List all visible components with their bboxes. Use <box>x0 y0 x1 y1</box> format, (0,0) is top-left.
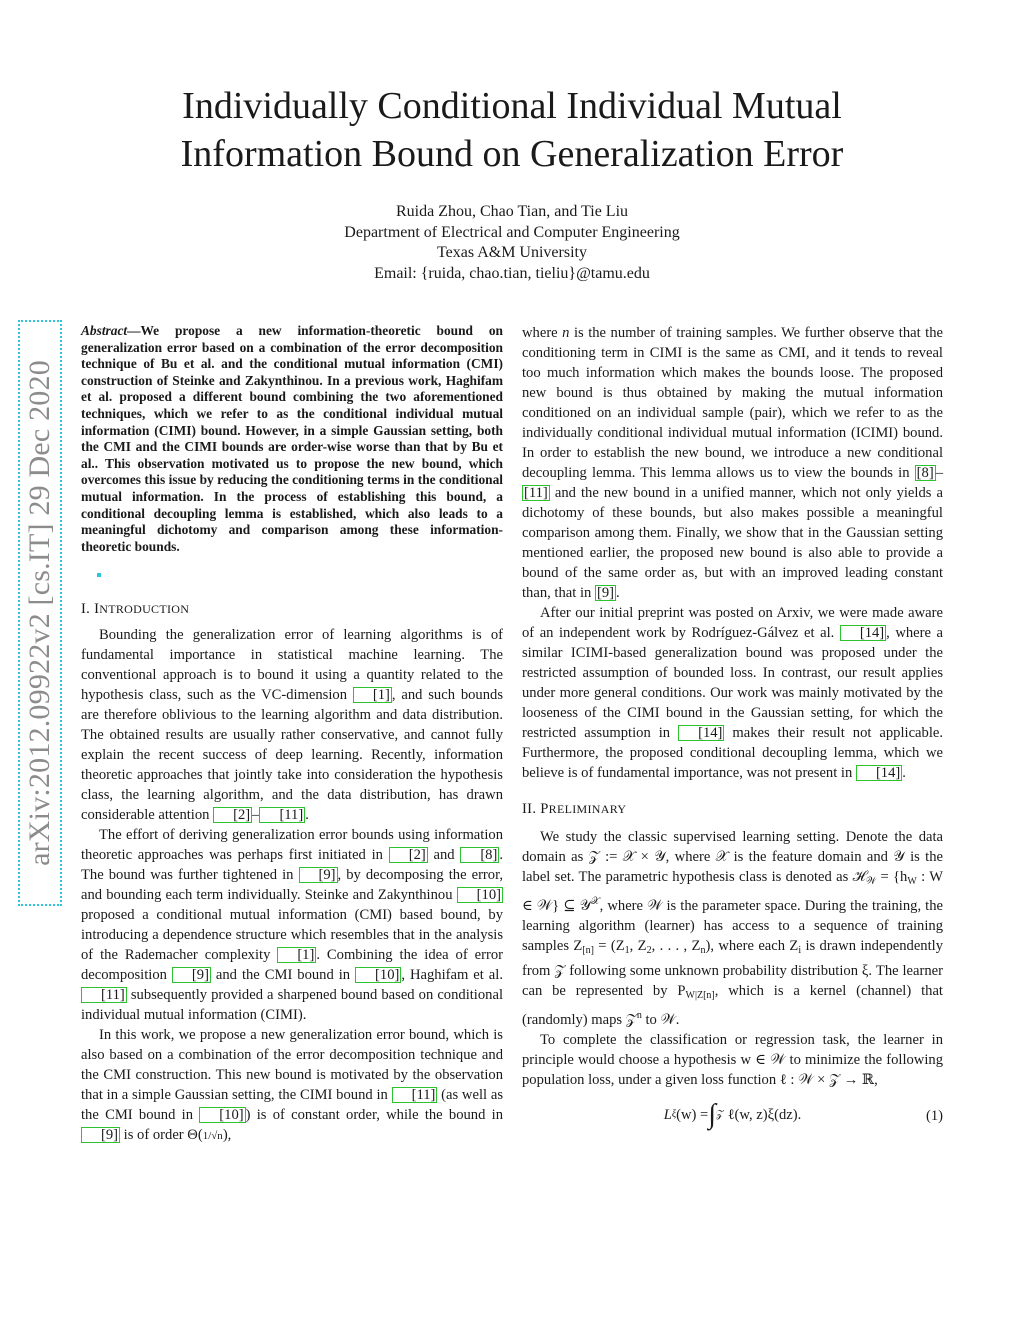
citation-link[interactable]: [1] <box>353 687 392 703</box>
citation-link[interactable]: [2] <box>213 807 252 823</box>
citation-link[interactable]: [11] <box>259 807 305 823</box>
fraction-one-over-sqrt-n: 1/√n <box>202 1130 223 1143</box>
bullet-marker <box>97 573 101 577</box>
preliminary-paragraph-1: We study the classic supervised learning setting. Denote the data domain as 𝒵 := 𝒳 × 𝒴, where 𝒳 is the feature domain and 𝒴 is the label set. The parametric hypothesis class is denoted as ℋ$_𝒲$ = {$h_W$ : W ∈ 𝒲} ⊆ 𝒴$^𝒳$, where 𝒲 is the parameter space. During the training, the learning algorithm (learner) has access to a sequence of training samples $Z_{[n]} = (Z_1$, $Z_2$, . . . , $Z_n$), where each $Z_i$ is drawn independently from 𝒵 following some unknown probability distribution ξ. The learner can be represented by $P_{W|Z[n]}$, which is a kernel (channel) that (randomly) maps 𝒵$^n$ to 𝒲. <box>522 829 944 1028</box>
integral-symbol: ∫ <box>708 1098 716 1130</box>
paper-title <box>0 82 1024 178</box>
citation-link[interactable]: [2] <box>389 847 428 863</box>
author-block <box>0 202 1024 284</box>
arxiv-identifier[interactable]: arXiv:2012.09922v2 [cs.IT] 29 Dec 2020 <box>23 360 56 866</box>
intro-paragraph-3: In this work, we propose a new generalization error bound, which is also based on a combination of the error decomposition technique and the CMI construction. This new bound is motivated by the observation that in a simple Gaussian setting, the CIMI bound in [11] (as well as the CMI bound in [10] ) is of constant order, while the bound in [9] is of order Θ(1/√n), <box>81 1027 503 1144</box>
equation-number: (1) <box>925 1107 943 1124</box>
citation-link[interactable]: [8] <box>460 847 499 863</box>
citation-link[interactable]: [9] <box>596 585 614 601</box>
citation-link[interactable]: [8] <box>916 465 934 481</box>
citation-link[interactable]: [9] <box>299 867 338 883</box>
citation-link[interactable]: [11] <box>392 1087 438 1103</box>
left-column <box>81 323 503 1146</box>
citation-link[interactable]: [11] <box>81 987 127 1003</box>
citation-link[interactable]: [9] <box>81 1127 120 1143</box>
author-email: Email: {ruida, chao.tian, tieliu}@tamu.edu <box>374 264 650 282</box>
preliminary-paragraph-2: To complete the classification or regression task, the learner in principle would choose a hypothesis w ∈ 𝒲 to minimize the following population loss, under a given loss function ℓ : 𝒲 × 𝒵 → ℝ, <box>522 1031 943 1088</box>
intro-paragraph-1: Bounding the generalization error of learning algorithms is of fundamental importance in statistical machine learning. The conventional approach is to bound it using a quantity related to the hypothesis class, such as the VC-dimension [1] , and such bounds are therefore oblivious to the learning algorithm and data distribution. The obtained results are usually rather conservative, and cannot fully explain the recent success of deep learning. Recently, information theoretic approaches that jointly take into consideration the hypothesis class, the learning algorithm, and the data distribution, has drawn considerable attention [2] – [11] . <box>81 627 503 824</box>
intro-paragraph-5: After our initial preprint was posted on Arxiv, we were made aware of an independent work by Rodríguez-Gálvez et al. [14] , where a similar ICIMI-based generalization bound was proposed under the restricted assumption of bounded loss. In contrast, our result applies under more general conditions. Our work was mainly motivated by the looseness of the CIMI bound in the Gaussian setting, for which the restricted assumption in [14] makes their result not applicable. Furthermore, the proposed conditional decoupling lemma, which we believe is of fundamental importance, was not present in [14] . <box>522 605 944 781</box>
citation-link[interactable]: [14] <box>840 625 886 641</box>
author-university: Texas A&M University <box>437 244 587 261</box>
intro-paragraph-2: The effort of deriving generalization error bounds using information theoretic approaches was perhaps first initiated in [2] and [8] . The bound was further tightened in [9] , by decomposing the error, and bounding each term individually. Steinke and Zakynthinou [10] proposed a conditional mutual information (CMI) based bound, by introducing a dependence structure which resembles that in the analysis of the Rademacher complexity [1] . Combining the idea of error decomposition [9] and the CMI bound in [10] , Haghifam et al. [11] subsequently provided a sharpened bound based on conditional individual mutual information (CIMI). <box>81 827 504 1024</box>
right-column <box>522 323 943 1140</box>
citation-link[interactable]: [10] <box>355 967 401 983</box>
abstract-label: Abstract <box>81 323 128 338</box>
author-names: Ruida Zhou, Chao Tian, and Tie Liu <box>395 203 629 220</box>
abstract <box>81 323 503 555</box>
equation-1: L ξ (w) = ∫ 𝒵 ℓ(w, z)ξ(dz). (1) <box>663 1098 943 1130</box>
citation-link[interactable]: [10] <box>199 1107 245 1123</box>
citation-link[interactable]: [14] <box>678 725 724 741</box>
author-department: Department of Electrical and Computer Engineering <box>344 223 680 241</box>
section-heading-preliminary: II. PRELIMINARY <box>522 801 627 817</box>
abstract-text: —We propose a new information-theoretic bound on generalization error based on a combination of the error decomposition technique of Bu et al. and the conditional mutual information (CMI) construction of Steinke and Zakynthinou. In a previous work, Haghifam et al. proposed a different bound combining the two aforementioned techniques, which we refer to as the conditional individual mutual information (CIMI) bound. However, in a simple Gaussian setting, both the CMI and the CIMI bounds are order-wise worse than that by Bu et al.. This observation motivated us to propose the new bound, which overcomes this issue by reducing the conditioning terms in the conditional mutual information. In the process of establishing this bound, a conditional decoupling lemma is established, which also leads to a meaningful dichotomy and comparison among these information-theoretic bounds. <box>81 323 503 554</box>
citation-link[interactable]: [9] <box>172 967 211 983</box>
title-line-1: Individually Conditional Individual Mutual <box>182 85 842 127</box>
title-line-2: Information Bound on Generalization Error <box>180 133 844 175</box>
citation-link[interactable]: [10] <box>457 887 503 903</box>
citation-link[interactable]: [1] <box>277 947 316 963</box>
intro-paragraph-4: where n is the number of training samples. We further observe that the conditioning term in CIMI is the same as CMI, and it tends to reveal too much information which makes the bounds loose. The proposed new bound is thus obtained by making the mutual information conditioned on an individual sample (pair), which we refer to as the individually conditional individual mutual information (ICIMI) bound. In order to establish the new bound, we introduce a new conditional decoupling lemma. This lemma allows us to view the bounds in [8] –[11] and the new bound in a unified manner, which not only yields a dichotomy of these bounds, but also makes possible a meaningful comparison among them. Finally, we show that in the Gaussian setting mentioned earlier, the proposed new bound is also able to provide a bound of the same order as, but with an improved leading constant than, that in [9] . <box>522 325 943 601</box>
section-heading-introduction: I. INTRODUCTION <box>81 601 190 618</box>
citation-link[interactable]: [14] <box>856 765 902 781</box>
citation-link[interactable]: [11] <box>524 485 548 501</box>
